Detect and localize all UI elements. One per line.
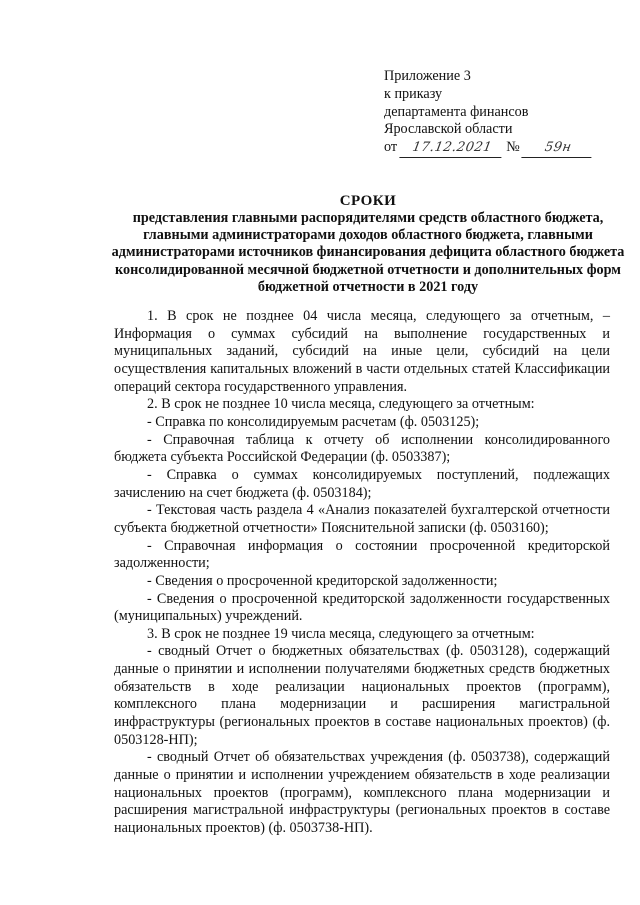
department-label: департамента финансов [384, 103, 529, 120]
handwritten-date: 17.12.2021 [399, 139, 504, 158]
list-item: - Сведения о просроченной кредиторской задолженности государственных (муниципальных) учреждений. [114, 590, 610, 625]
paragraph-3: 3. В срок не позднее 19 числа месяца, следующего за отчетным: [147, 625, 535, 642]
region-label: Ярославской области [384, 121, 513, 138]
list-item: - Сведения о просроченной кредиторской задолженности; [147, 572, 498, 589]
number-prefix: № [506, 139, 520, 156]
list-item: - сводный Отчет о бюджетных обязательствах (ф. 0503128), содержащий данные о принятии и исполнении получателями бюджетных средств бюджетных обязательств в ходе реализации национальных проектов (программ), комплексного плана модернизации и расширения магистральной инфраструктуры (региональных проектов в составе национальных проектов) (ф. 0503128-НП); [114, 643, 610, 748]
list-item: - Справка о суммах консолидируемых поступлений, подлежащих зачислению на счет бюджета (ф. 0503184); [114, 466, 610, 501]
date-prefix: от [384, 139, 398, 156]
list-item: - Справочная таблица к отчету об исполнении консолидированного бюджета субъекта Российской Федерации (ф. 0503387); [114, 431, 610, 466]
document-body [114, 308, 610, 838]
order-label: к приказу [384, 85, 443, 102]
document-subtitle: представления главными распорядителями средств областного бюджета, главными администраторами доходов областного бюджета, главными администраторами источников финансирования дефицита областного бюджета консолидированной месячной бюджетной отчетности и дополнительных форм бюджетной отчетности в 2021 году [111, 210, 625, 295]
appendix-label: Приложение 3 [384, 68, 471, 84]
order-date-number-line [384, 139, 624, 158]
handwritten-number: 59н [522, 139, 595, 158]
list-item: - сводный Отчет об обязательствах учреждения (ф. 0503738), содержащий данные о принятии и исполнении учреждением обязательств в ходе реализации национальных проектов (программ), комплексного плана модернизации и расширения магистральной инфраструктуры (региональных проектов в составе национальных проектов) (ф. 0503738-НП). [114, 749, 610, 837]
paragraph-1: 1. В срок не позднее 04 числа месяца, следующего за отчетным, – Информация о суммах субсидий на выполнение государственных и муниципальных заданий, субсидий на иные цели, субсидий на цели осуществления капитальных вложений в части отдельных статей Классификации операций сектора государственного управления. [114, 308, 610, 395]
paragraph-2: 2. В срок не позднее 10 числа месяца, следующего за отчетным: [147, 396, 535, 413]
list-item: - Справка по консолидируемым расчетам (ф. 0503125); [147, 413, 480, 430]
list-item: - Текстовая часть раздела 4 «Анализ показателей бухгалтерской отчетности субъекта бюджетной отчетности» Пояснительной записки (ф. 0503160); [114, 502, 610, 536]
document-title: СРОКИ [339, 193, 397, 209]
approval-stamp-block [384, 68, 624, 158]
list-item: - Справочная информация о состоянии просроченной кредиторской задолженности; [114, 537, 610, 572]
